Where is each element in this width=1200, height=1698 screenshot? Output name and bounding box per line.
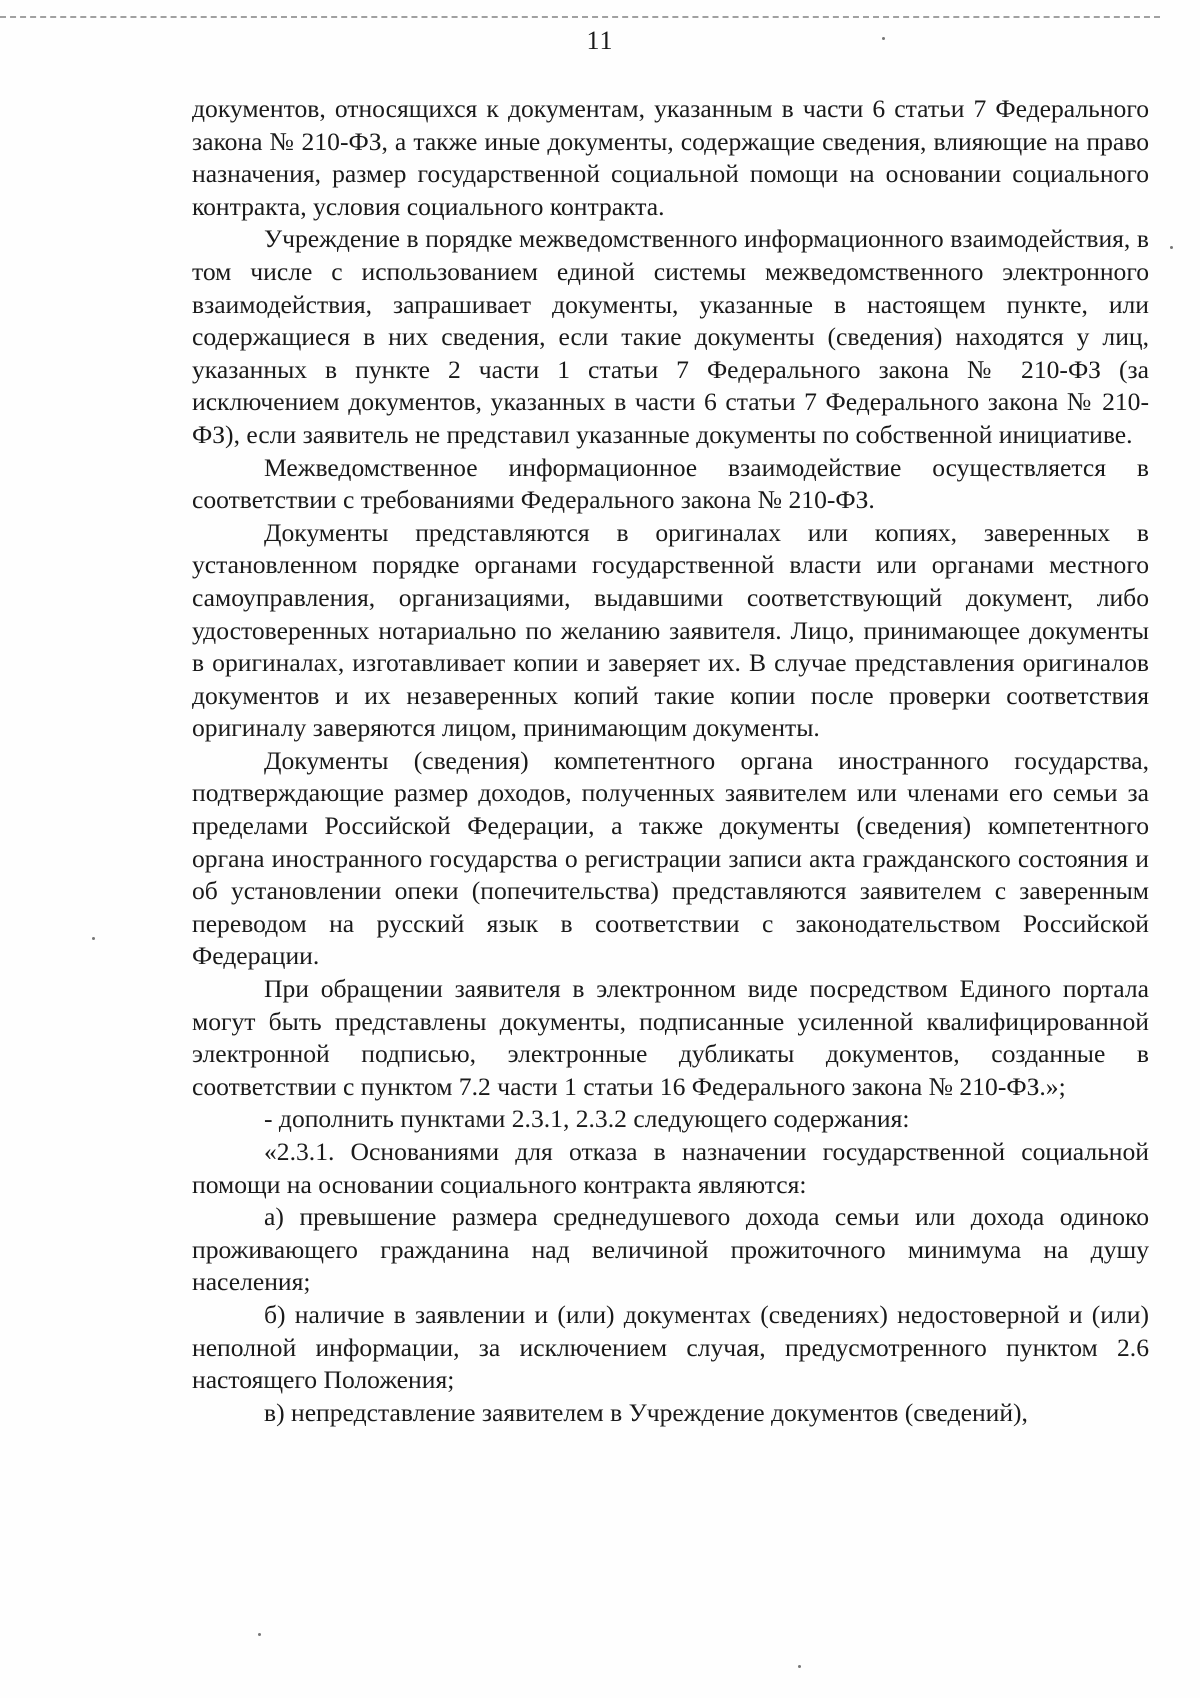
scan-edge-line (0, 16, 1160, 18)
paragraph: Межведомственное информационное взаимодействие осуществляется в соответствии с требованиями Федерального закона № 210-ФЗ. (192, 452, 1149, 515)
scan-speck (92, 937, 95, 940)
scan-speck (882, 37, 885, 40)
scan-speck (798, 1665, 801, 1668)
paragraph-continuation: документов, относящихся к документам, указанным в части 6 статьи 7 Федерального закона № 210-ФЗ, а также иные документы, содержащие сведения, влияющие на право назначения, размер государственной социальной помощи на основании социального контракта, условия социального контракта. (192, 94, 1149, 221)
list-item-c: в) непредставление заявителем в Учреждение документов (сведений), (264, 1397, 1028, 1427)
paragraph-clause: «2.3.1. Основаниями для отказа в назначении государственной социальной помощи на основании социального контракта являются: (192, 1137, 1149, 1199)
document-body (192, 93, 1149, 1429)
page-number: 11 (586, 26, 614, 55)
paragraph: Документы (сведения) компетентного органа иностранного государства, подтверждающие размер доходов, полученных заявителем или членами его семьи за пределами Российской Федерации, а также документы (сведения) компетентного органа иностранного государства о регистрации записи акта гражданского состояния и об установлении опеки (попечительства) представляются заявителем с заверенным переводом на русский язык в соответствии с законодательством Российской Федерации. (192, 745, 1149, 971)
paragraph-amendment: - дополнить пунктами 2.3.1, 2.3.2 следующего содержания: (264, 1104, 910, 1134)
paragraph: Документы представляются в оригиналах или копиях, заверенных в установленном порядке органами государственной власти или органами местного самоуправления, организациями, выдавшими соответствующий документ, либо удостоверенных нотариально по желанию заявителя. Лицо, принимающее документы в оригиналах, изготавливает копии и заверяет их. В случае представления оригиналов документов и их незаверенных копий такие копии после проверки соответствия оригиналу заверяются лицом, принимающим документы. (192, 517, 1149, 743)
scan-speck (258, 1633, 261, 1636)
list-item-a: а) превышение размера среднедушевого дохода семьи или дохода одиноко проживающего гражданина над величиной прожиточного минимума на душу населения; (192, 1202, 1149, 1297)
paragraph: При обращении заявителя в электронном виде посредством Единого портала могут быть представлены документы, подписанные усиленной квалифицированной электронной подписью, электронные дубликаты документов, созданные в соответствии с пунктом 7.2 части 1 статьи 16 Федерального закона № 210-ФЗ.»; (192, 974, 1149, 1101)
list-item-b: б) наличие в заявлении и (или) документах (сведениях) недостоверной и (или) неполной информации, за исключением случая, предусмотренного пунктом 2.6 настоящего Положения; (192, 1299, 1149, 1395)
paragraph: Учреждение в порядке межведомственного информационного взаимодействия, в том числе с использованием единой системы межведомственного электронного взаимодействия, запрашивает документы, указанные в настоящем пункте, или содержащиеся в них сведения, если такие документы (сведения) находятся у лиц, указанных в пункте 2 части 1 статьи 7 Федерального закона № 210-ФЗ (за исключением документов, указанных в части 6 статьи 7 Федерального закона № 210-ФЗ), если заявитель не представил указанные документы по собственной инициативе. (192, 224, 1149, 449)
scan-speck (1170, 246, 1173, 249)
